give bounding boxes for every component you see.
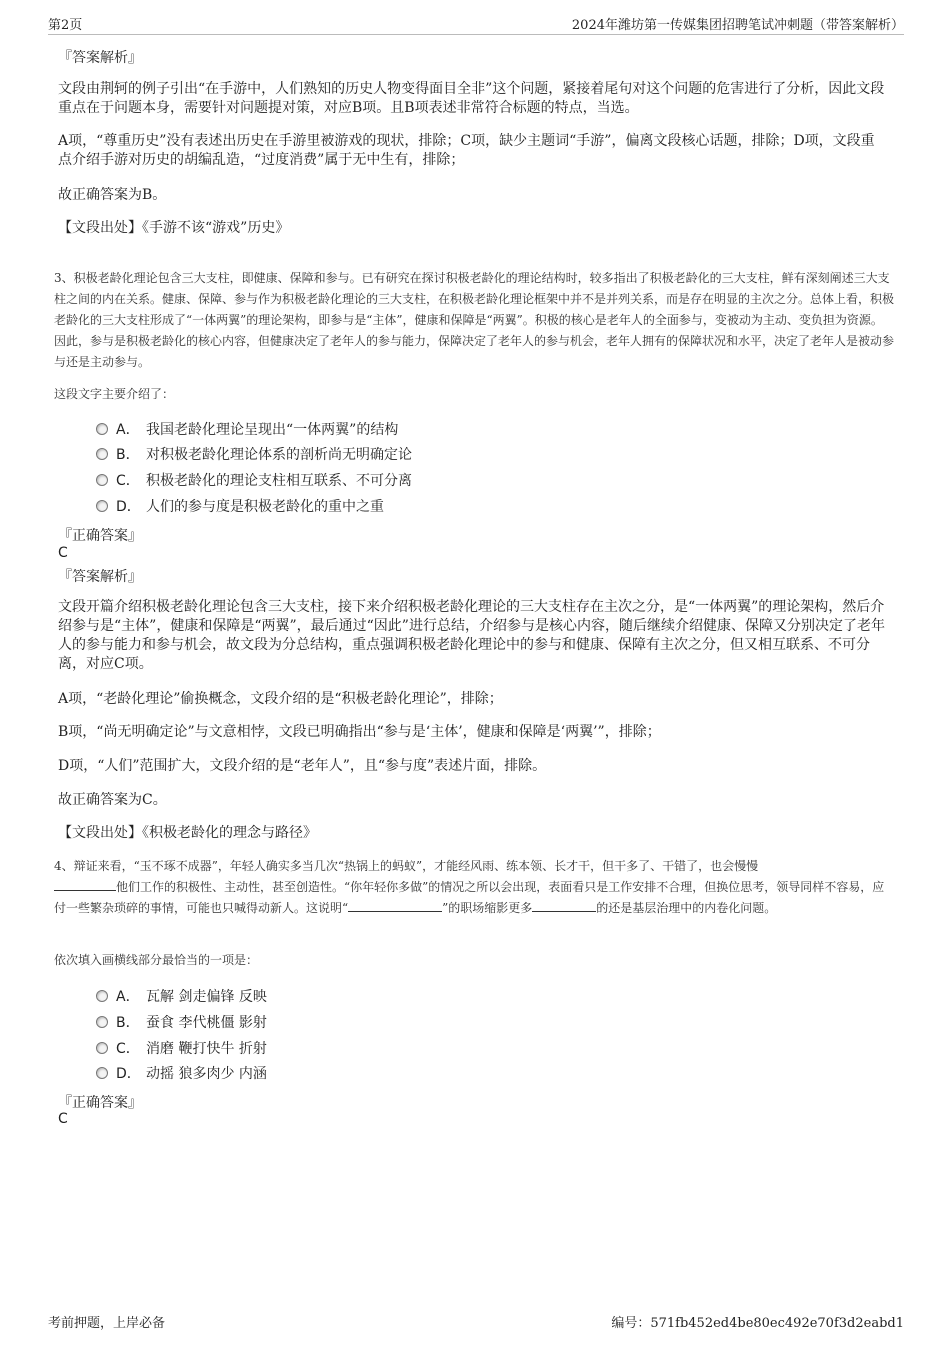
document-id: 编号：571fb452ed4be80ec492e70f3d2eabd1 bbox=[611, 1316, 904, 1331]
option-letter: A． bbox=[116, 422, 140, 438]
radio-icon[interactable] bbox=[96, 474, 108, 486]
page-number: 第2页 bbox=[48, 18, 83, 33]
q4-question: 依次填入画横线部分最恰当的一项是： bbox=[54, 953, 259, 967]
q3-option-a[interactable] bbox=[96, 418, 398, 440]
option-letter: A． bbox=[116, 989, 140, 1005]
q3-passage: 3、积极老龄化理论包含三大支柱，即健康、保障和参与。已有研究在探讨积极老龄化的理论结构时，较多指出了积极老龄化的三大支柱，鲜有深刻阐述三大支柱之间的内在关系。健康、保障、参与作为积极老龄化理论的三大支柱，在积极老龄化理论框架中并不是并列关系，而是存在明显的主次之分。总体上看，积极老龄化的三大支柱形成了“一体两翼”的理论架构，即参与是“主体”，健康和保障是“两翼”。积极的核心是老年人的全面参与，变被动为主动、变负担为资源。因此，参与是积极老龄化的核心内容，但健康决定了老年人的参与能力，保障决定了老年人的参与机会，老年人拥有的保障状况和水平，决定了老年人是被动参与还是主动参与。 bbox=[54, 271, 895, 369]
q3-option-b[interactable] bbox=[96, 443, 412, 465]
fill-blank-2 bbox=[348, 899, 442, 912]
q4-answer: C bbox=[58, 1111, 68, 1127]
option-text: 人们的参与度是积极老龄化的重中之重 bbox=[146, 499, 384, 515]
q4-passage-part3: ”的职场缩影更多 bbox=[442, 901, 533, 915]
q3-source: 【文段出处】《积极老龄化的理念与路径》 bbox=[58, 825, 317, 841]
q3-analysis-b: B项，“尚无明确定论”与文意相悖，文段已明确指出“参与是‘主体’，健康和保障是‘两翼’”，排除； bbox=[58, 724, 661, 740]
q3-analysis-d: D项，“人们”范围扩大，文段介绍的是“老年人”，且“参与度”表述片面，排除。 bbox=[58, 758, 547, 774]
q3-question: 这段文字主要介绍了： bbox=[54, 387, 175, 401]
q3-answer: C bbox=[58, 545, 68, 561]
option-letter: C． bbox=[116, 1041, 140, 1057]
option-text: 我国老龄化理论呈现出“一体两翼”的结构 bbox=[146, 422, 399, 438]
option-letter: B． bbox=[116, 447, 140, 463]
radio-icon[interactable] bbox=[96, 423, 108, 435]
q2-conclusion: 故正确答案为B。 bbox=[58, 187, 167, 203]
q4-option-b[interactable] bbox=[96, 1011, 267, 1033]
radio-icon[interactable] bbox=[96, 990, 108, 1002]
q4-passage-part2: 他们工作的积极性、主动性，甚至创造性。“你年轻你多做”的情况之所以会出现，表面看只是工作安排不合理，但换位思考，领导同样不容易，应付一些繁杂琐碎的事情，可能也只喊得动新人。这说明“ bbox=[54, 880, 885, 915]
q2-analysis-label: 『答案解析』 bbox=[58, 50, 142, 66]
radio-icon[interactable] bbox=[96, 1042, 108, 1054]
q3-analysis-a: A项，“老龄化理论”偷换概念，文段介绍的是“积极老龄化理论”，排除； bbox=[58, 691, 503, 707]
q3-option-c[interactable] bbox=[96, 469, 412, 491]
radio-icon[interactable] bbox=[96, 1067, 108, 1079]
fill-blank-1 bbox=[54, 878, 116, 891]
radio-icon[interactable] bbox=[96, 1016, 108, 1028]
document-title: 2024年潍坊第一传媒集团招聘笔试冲刺题（带答案解析） bbox=[571, 18, 904, 33]
q3-analysis-p1: 文段开篇介绍积极老龄化理论包含三大支柱，接下来介绍积极老龄化理论的三大支柱存在主次之分，是“一体两翼”的理论架构，然后介绍参与是“主体”，健康和保障是“两翼”，最后通过“因此”进行总结，介绍参与是核心内容，随后继续介绍健康、保障又分别决定了老年人的参与能力和参与机会，故文段为分总结构，重点强调积极老龄化理论中的参与和健康、保障有主次之分，但又相互联系、不可分离，对应C项。 bbox=[58, 599, 885, 672]
q4-passage-part4: 的还是基层治理中的内卷化问题。 bbox=[596, 901, 777, 915]
radio-icon[interactable] bbox=[96, 500, 108, 512]
option-letter: C． bbox=[116, 473, 140, 489]
q2-analysis-p1: 文段由荆轲的例子引出“在手游中，人们熟知的历史人物变得面目全非”这个问题，紧接着尾句对这个问题的危害进行了分析，因此文段重点在于问题本身，需要针对问题提对策，对应B项。且B项表述非常符合标题的特点，当选。 bbox=[58, 81, 885, 116]
footer-slogan: 考前押题，上岸必备 bbox=[48, 1316, 166, 1331]
q3-answer-label: 『正确答案』 bbox=[58, 528, 142, 544]
option-letter: D． bbox=[116, 499, 141, 515]
q3-analysis-label: 『答案解析』 bbox=[58, 569, 142, 585]
option-text: 动摇 狼多肉少 内涵 bbox=[146, 1066, 267, 1082]
option-letter: B． bbox=[116, 1015, 140, 1031]
fill-blank-3 bbox=[532, 899, 596, 912]
q3-option-d[interactable] bbox=[96, 495, 384, 517]
option-text: 瓦解 剑走偏锋 反映 bbox=[146, 989, 267, 1005]
q4-passage bbox=[54, 856, 894, 919]
q4-passage-part1: 4、辩证来看，“玉不琢不成器”，年轻人确实多当几次“热锅上的蚂蚁”，才能经风雨、练本领、长才干，但干多了、干错了，也会慢慢 bbox=[54, 859, 759, 873]
q4-option-c[interactable] bbox=[96, 1037, 267, 1059]
radio-icon[interactable] bbox=[96, 448, 108, 460]
q2-analysis-p2: A项，“尊重历史”没有表述出历史在手游里被游戏的现状，排除；C项，缺少主题词“手游”，偏离文段核心话题，排除；D项，文段重点介绍手游对历史的胡编乱造，“过度消费”属于无中生有，排除； bbox=[58, 133, 875, 168]
q3-conclusion: 故正确答案为C。 bbox=[58, 792, 167, 808]
q4-option-d[interactable] bbox=[96, 1062, 267, 1084]
option-letter: D． bbox=[116, 1066, 141, 1082]
option-text: 积极老龄化的理论支柱相互联系、不可分离 bbox=[146, 473, 412, 489]
q4-option-a[interactable] bbox=[96, 985, 267, 1007]
q4-answer-label: 『正确答案』 bbox=[58, 1095, 142, 1111]
option-text: 对积极老龄化理论体系的剖析尚无明确定论 bbox=[146, 447, 412, 463]
q2-source: 【文段出处】《手游不该“游戏”历史》 bbox=[58, 220, 290, 236]
option-text: 消磨 鞭打快牛 折射 bbox=[146, 1041, 267, 1057]
page-header bbox=[48, 14, 904, 35]
option-text: 蚕食 李代桃僵 影射 bbox=[146, 1015, 267, 1031]
